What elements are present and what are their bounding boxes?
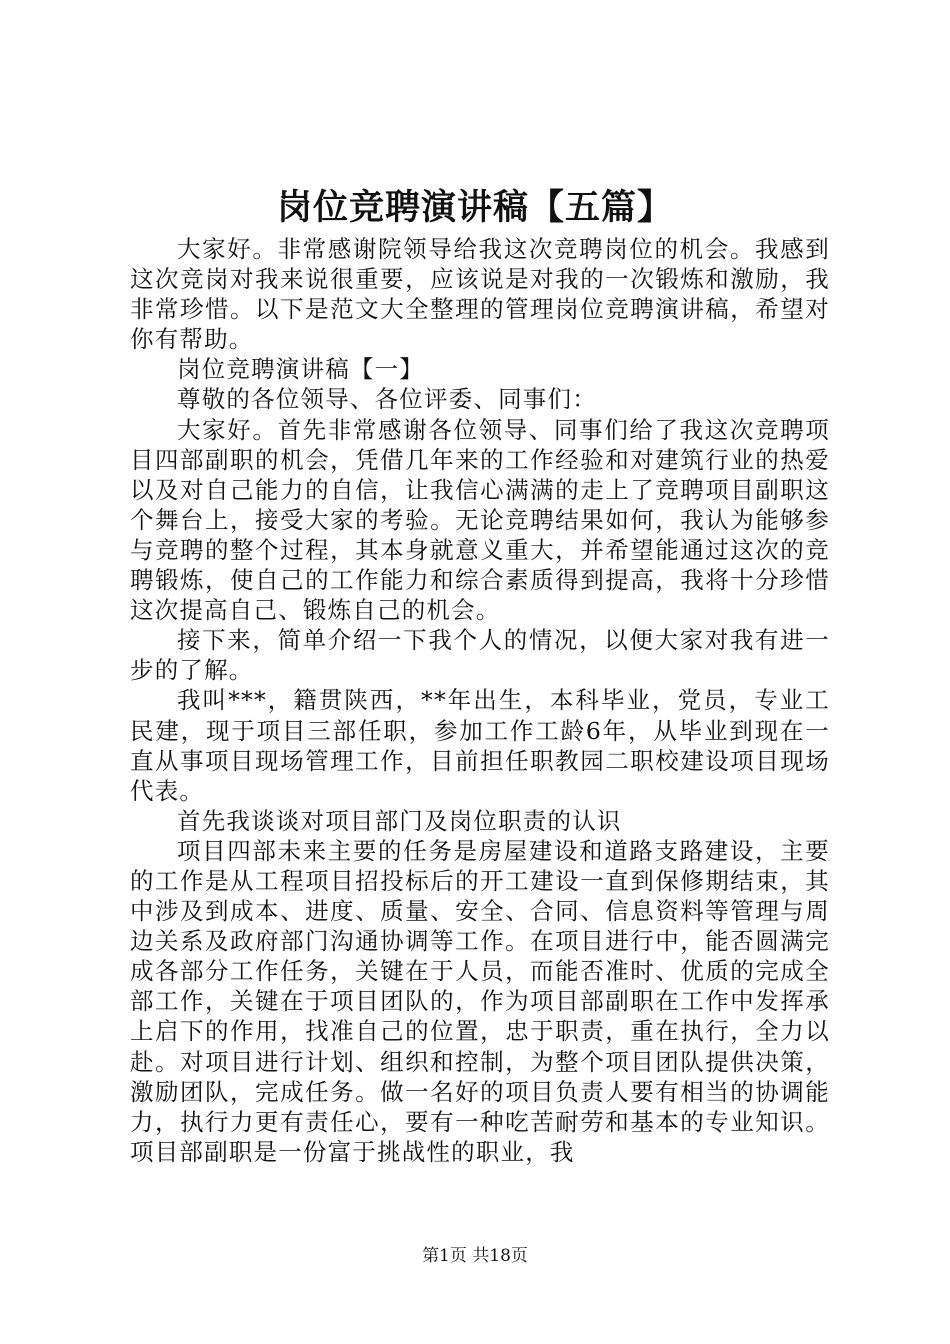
paragraph-subheading: 首先我谈谈对项目部门及岗位职责的认识 (177, 806, 622, 835)
paragraph-transition: 接下来，简单介绍一下我个人的情况，以便大家对我有进一步的了解。 (130, 626, 830, 685)
paragraph-intro: 大家好。非常感谢院领导给我这次竞聘岗位的机会。我感到这次竞岗对我来说很重要，应该说是对我的一次锻炼和激励，我非常珍惜。以下是范文大全整理的管理岗位竞聘演讲稿，希望对你有帮助。 (130, 235, 830, 354)
paragraph-salutation: 尊敬的各位领导、各位评委、同事们： (177, 385, 597, 414)
paragraph-greeting: 大家好。首先非常感谢各位领导、同事们给了我这次竞聘项目四部副职的机会，凭借几年来的工作经验和对建筑行业的热爱以及对自己能力的自信，让我信心满满的走上了竞聘项目副职这个舞台上，接受大家的考验。无论竞聘结果如何，我认为能够参与竞聘的整个过程，其本身就意义重大，并希望能通过这次的竞聘锻炼，使自己的工作能力和综合素质得到提高，我将十分珍惜这次提高自己、锻炼自己的机会。 (130, 415, 830, 625)
paragraph-self-intro: 我叫***，籍贯陕西，**年出生，本科毕业，党员，专业工民建，现于项目三部任职，参加工作工龄6年，从毕业到现在一直从事项目现场管理工作，目前担任职教园二职校建设项目现场代表。 (130, 686, 830, 805)
paragraph-responsibilities: 项目四部未来主要的任务是房屋建设和道路支路建设，主要的工作是从工程项目招投标后的开工建设一直到保修期结束，其中涉及到成本、进度、质量、安全、合同、信息资料等管理与周边关系及政府部门沟通协调等工作。在项目进行中，能否圆满完成各部分工作任务，关键在于人员，而能否准时、优质的完成全部工作，关键在于项目团队的，作为项目部副职在工作中发挥承上启下的作用，找准自己的位置，忠于职责，重在执行，全力以赴。对项目进行计划、组织和控制，为整个项目团队提供决策，激励团队，完成任务。做一名好的项目负责人要有相当的协调能力，执行力更有责任心，要有一种吃苦耐劳和基本的专业知识。项目部副职是一份富于挑战性的职业，我 (130, 836, 830, 1166)
document-body (130, 234, 830, 1167)
page-footer: 第1页 共18页 (422, 1246, 528, 1266)
document-title: 岗位竞聘演讲稿【五篇】 (276, 187, 673, 228)
paragraph-section-heading: 岗位竞聘演讲稿【一】 (177, 355, 424, 384)
